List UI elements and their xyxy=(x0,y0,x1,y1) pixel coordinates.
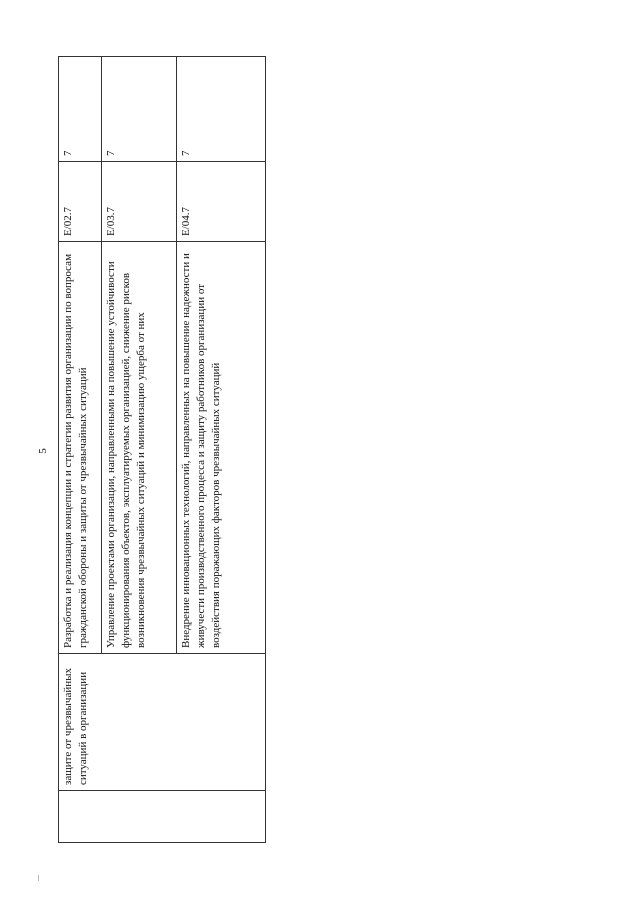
table-cell-level: 7 xyxy=(59,57,102,162)
table-cell-blank xyxy=(59,791,266,843)
table-cell-function: Разработка и реализация концепции и стратегии развития организации по вопросам гражданской обороны и защиты от чрезвычайных ситуаций xyxy=(59,242,102,654)
table-cell-code: E/03.7 xyxy=(102,162,177,242)
table-cell-code: E/04.7 xyxy=(177,162,266,242)
table-cell-function: Управление проектами организации, направленными на повышение устойчивости функционирования объектов, эксплуатируемых организацией, снижение рисков возникновения чрезвычайных ситуаций и минимизацию ущерба от них xyxy=(102,242,177,654)
table-cell-function: Внедрение инновационных технологий, направленных на повышение надежности и живучести производственного процесса и защиту работников организации от воздействия поражающих факторов чрезвычайных ситуаций xyxy=(177,242,266,654)
rotated-table-container xyxy=(58,57,254,843)
page-number: 5 xyxy=(36,448,49,454)
table-cell-code: E/02.7 xyxy=(59,162,102,242)
table-cell-level: 7 xyxy=(177,57,266,162)
table-cell-left-label xyxy=(59,654,266,791)
competency-table xyxy=(58,56,266,843)
table-cell-level: 7 xyxy=(102,57,177,162)
scan-artifact xyxy=(38,875,39,881)
left-label: защите от чрезвычайных ситуаций в организации xyxy=(62,668,89,785)
table-row xyxy=(59,57,102,843)
